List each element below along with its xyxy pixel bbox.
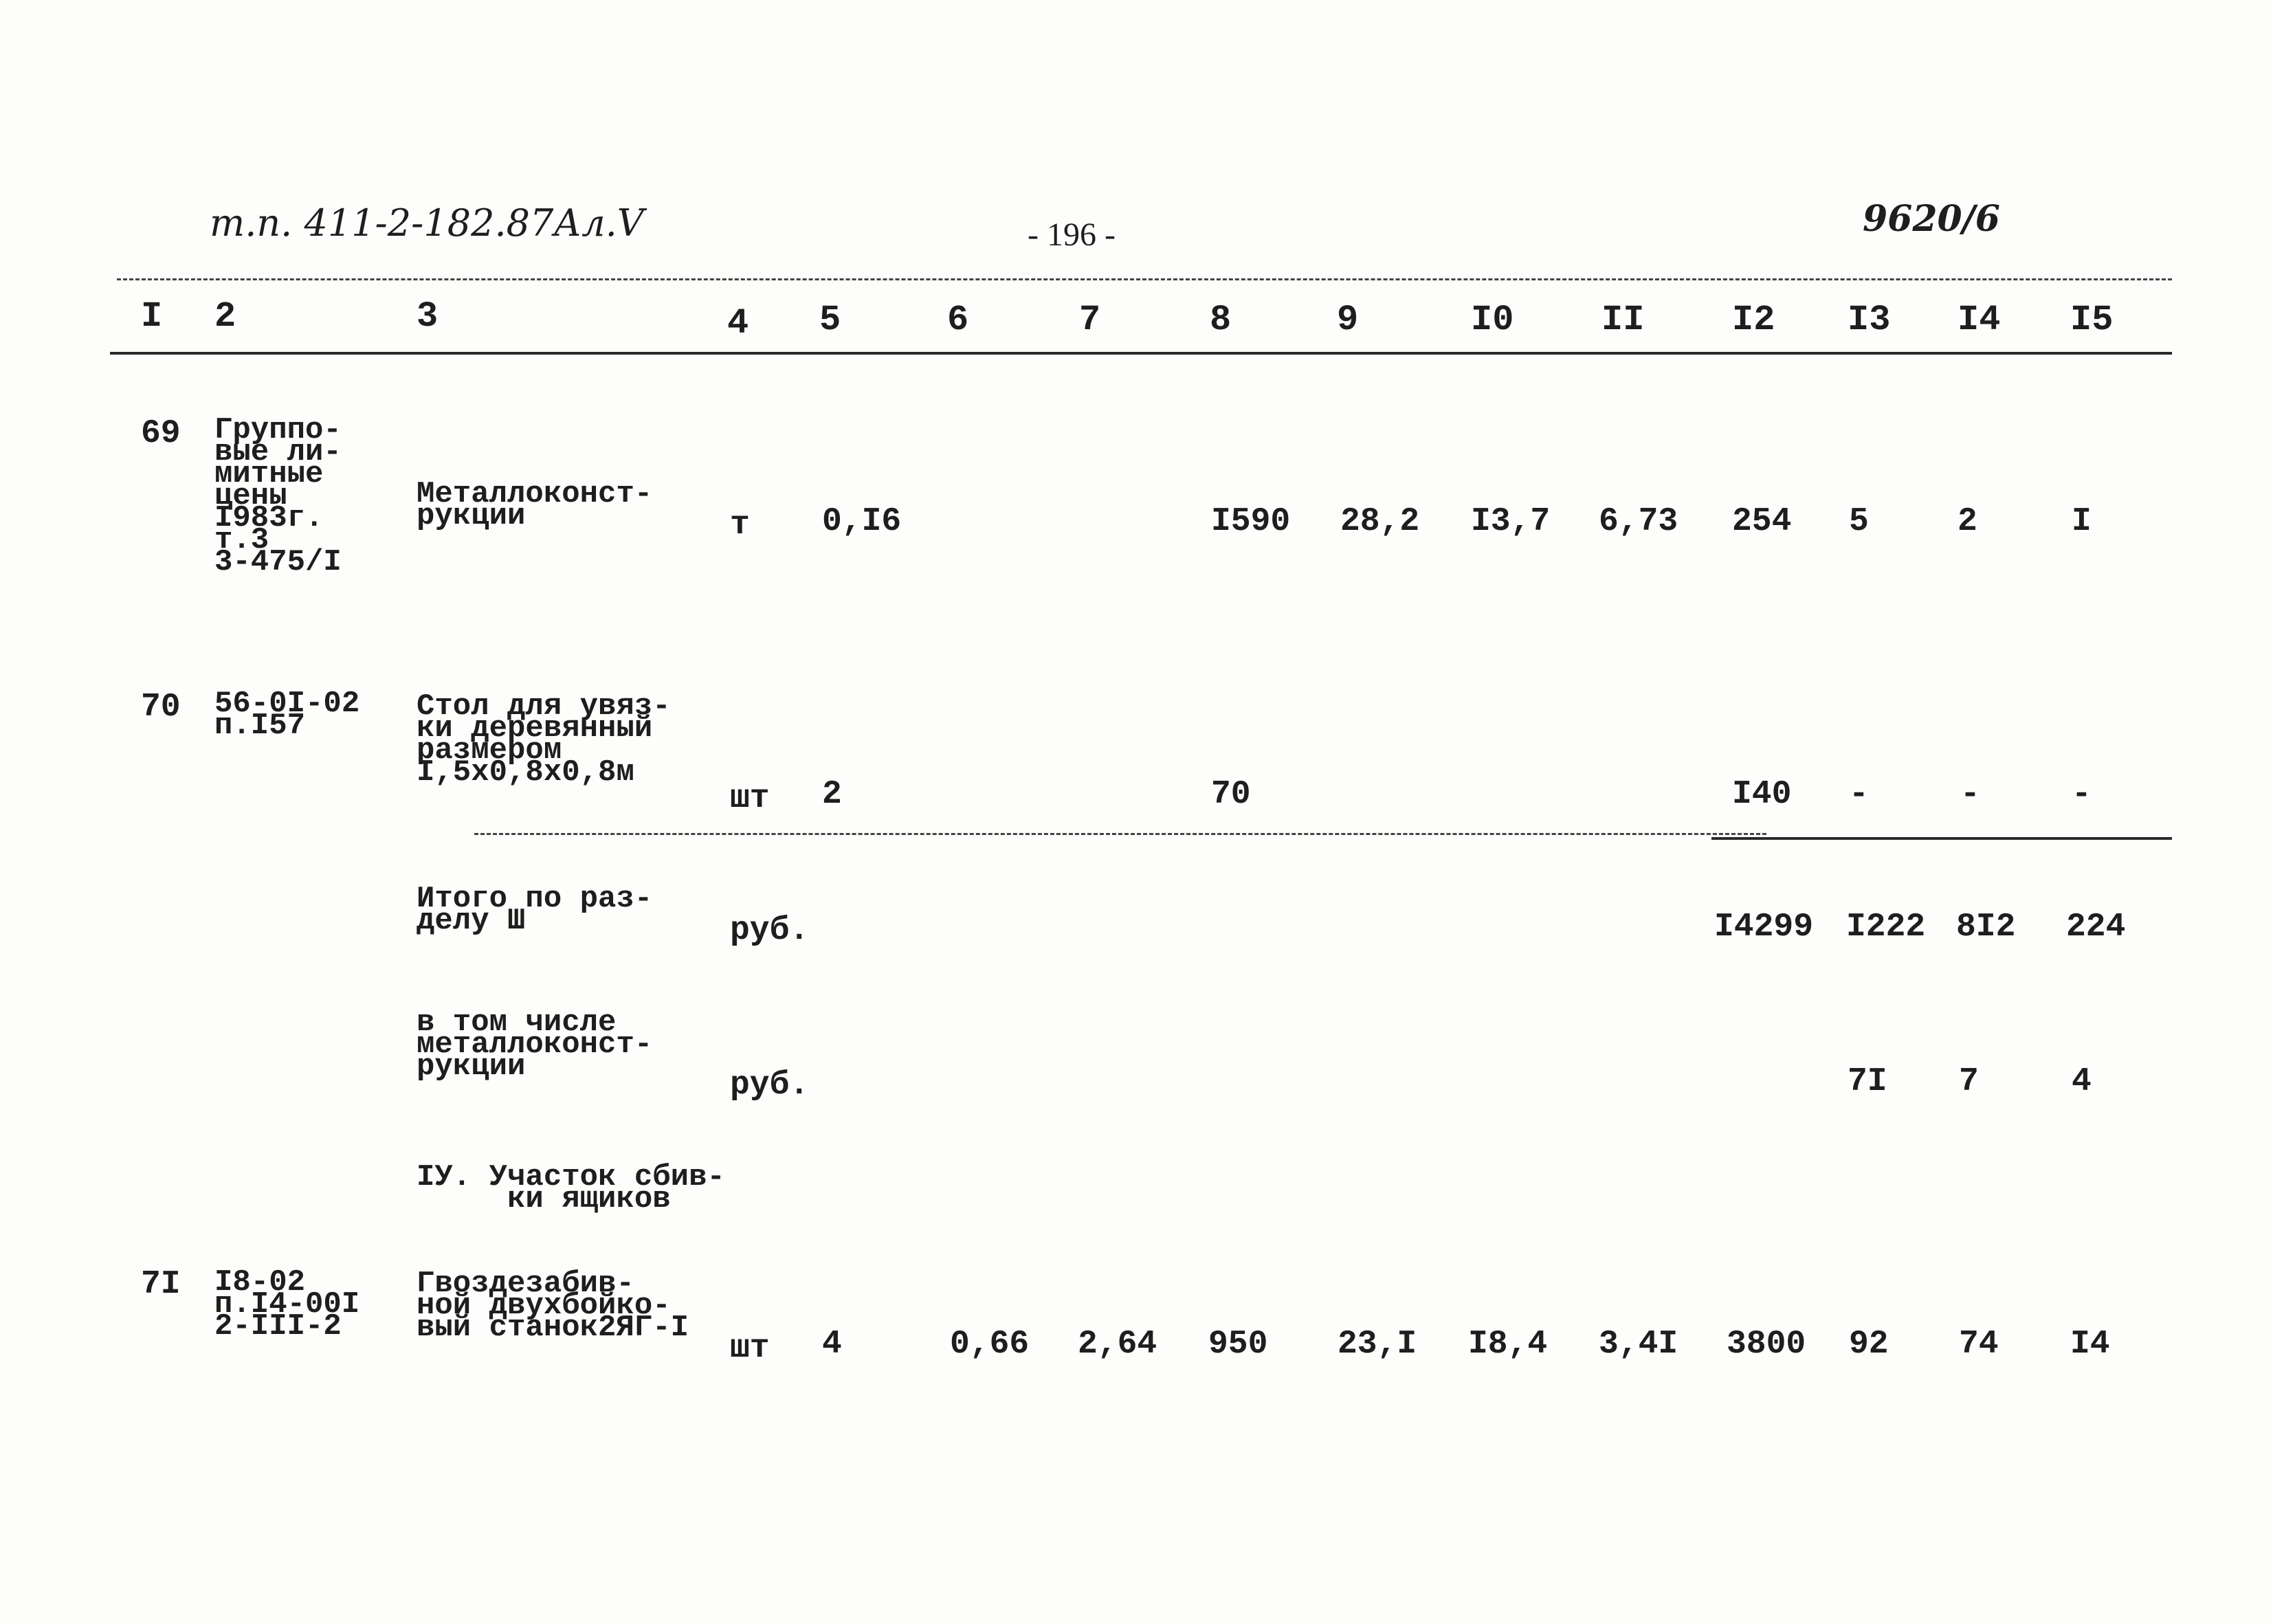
cell-col14: - [1960,776,1980,813]
cell-col12: 254 [1732,503,1792,540]
cell-col15: - [2072,776,2092,813]
col-header-2: 2 [214,296,236,337]
cell-col12: I40 [1732,776,1792,813]
header-bottom-rule [110,352,2172,355]
col-header-7: 7 [1079,300,1101,340]
cell-col5: 4 [822,1326,842,1363]
cell-col12: 3800 [1727,1326,1806,1363]
row-name: Металлоконст- рукции [417,477,653,533]
subtotal-rule [1711,837,2172,840]
cell-col6: 0,66 [950,1326,1030,1363]
cell-col15: I [2072,503,2092,540]
subtotal-col13: 7I [1848,1063,1887,1100]
row-code: 56-0I-02 п.I57 [214,687,360,743]
total-col14: 8I2 [1956,909,2016,946]
cell-col9: 28,2 [1340,503,1420,540]
row-code: Группо- вые ли- митные цены I983г. т.3 3-475/I [214,413,342,579]
col-header-5: 5 [819,300,841,340]
header-top-rule [117,278,2172,280]
cell-col14: 74 [1959,1326,1999,1363]
col-header-14: I4 [1958,300,2001,340]
row-name: Гвоздезабив- ной двухбойко- вый станок2ЯГ-I [417,1267,689,1345]
col-header-11: II [1601,300,1645,340]
cell-col14: 2 [1958,503,1977,540]
col-header-10: I0 [1471,300,1514,340]
document-reference: т.п. 411-2-182.87Ал.V [210,201,644,245]
subtotal-col15: 4 [2072,1063,2092,1100]
total-unit: руб. [730,912,810,949]
cell-col15: I4 [2070,1326,2110,1363]
cell-col5: 2 [822,776,842,813]
row-number: 7I [141,1266,181,1303]
cell-col8: 950 [1208,1326,1268,1363]
row-name: Стол для увяз- ки деревянный размером I,5x0,8x0,8м [417,689,671,790]
cell-col7: 2,64 [1078,1326,1157,1363]
col-header-1: I [141,296,163,337]
subtotal-dashed-rule [474,833,1766,835]
cell-col5: 0,I6 [822,503,902,540]
subtotal-unit: руб. [730,1067,810,1104]
cell-col11: 3,4I [1599,1326,1678,1363]
total-col13: I222 [1846,909,1926,946]
cell-col13: 92 [1849,1326,1889,1363]
col-header-6: 6 [947,300,969,340]
cell-col8: 70 [1211,776,1251,813]
row-code: I8-02 п.I4-00I 2-III-2 [214,1265,360,1344]
page-number: - 196 - [1028,216,1116,253]
section-heading: IУ. Участок сбив- ки ящиков [417,1160,725,1216]
row-unit: шт [730,780,770,817]
cell-col13: 5 [1849,503,1869,540]
cell-col9: 23,I [1338,1326,1417,1363]
col-header-9: 9 [1337,300,1359,340]
row-number: 69 [141,415,181,452]
col-header-12: I2 [1732,300,1775,340]
col-header-4: 4 [727,303,749,344]
row-number: 70 [141,689,181,726]
col-header-8: 8 [1210,300,1232,340]
row-unit: т [730,507,750,544]
col-header-3: 3 [417,296,439,337]
cell-col10: I8,4 [1468,1326,1548,1363]
subtotal-col14: 7 [1959,1063,1979,1100]
row-unit: шт [730,1330,770,1367]
cell-col13: - [1849,776,1869,813]
col-header-13: I3 [1848,300,1891,340]
total-col12: I4299 [1714,909,1814,946]
total-col15: 224 [2066,909,2126,946]
subtotal-label: в том числе металлоконст- рукции [417,1005,653,1084]
total-label: Итого по раз- делу Ш [417,882,653,938]
cell-col11: 6,73 [1599,503,1678,540]
cell-col10: I3,7 [1471,503,1551,540]
cell-col8: I590 [1211,503,1291,540]
inventory-number: 9620/6 [1863,198,2000,240]
col-header-15: I5 [2070,300,2114,340]
